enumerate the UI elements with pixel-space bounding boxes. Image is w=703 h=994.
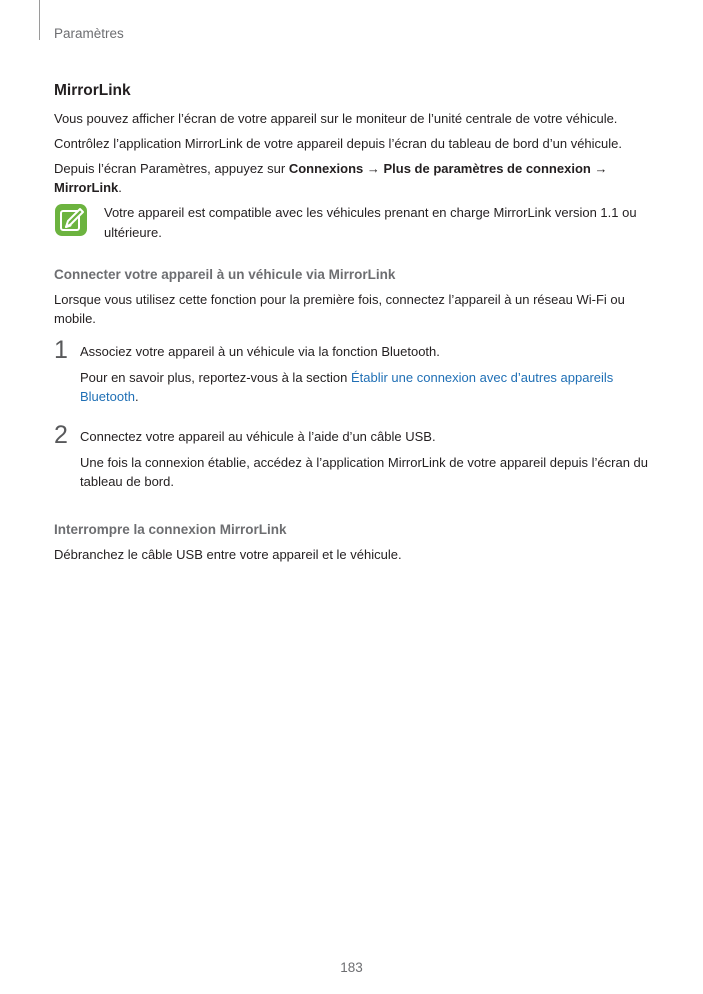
note-box: [54, 203, 654, 243]
step-body: [80, 427, 654, 498]
intro-paragraph-1: Vous pouvez afficher l’écran de votre appareil sur le moniteur de l’unité centrale de votre véhicule.: [54, 111, 618, 126]
step-1: [54, 336, 654, 413]
disconnect-text: Débranchez le câble USB entre votre appareil et le véhicule.: [54, 547, 402, 562]
settings-path-suffix: .: [118, 180, 122, 195]
step-detail: Une fois la connexion établie, accédez à l’application MirrorLink de votre appareil depuis l’écran du tableau de bord.: [80, 455, 648, 489]
step-2: [54, 421, 654, 498]
step-number: 2: [54, 421, 68, 449]
settings-path-more: Plus de paramètres de connexion: [383, 161, 591, 176]
header-title: Paramètres: [54, 26, 124, 41]
note-pencil-icon: [54, 203, 88, 237]
header-rule: [39, 0, 40, 40]
settings-path-arrow-2: →: [590, 161, 608, 176]
settings-path: [54, 159, 654, 197]
disconnect-title: Interrompre la connexion MirrorLink: [54, 522, 287, 537]
step-detail-prefix: Pour en savoir plus, reportez-vous à la section: [80, 370, 351, 385]
step-text: Associez votre appareil à un véhicule via la fonction Bluetooth.: [80, 344, 440, 359]
connect-title: Connecter votre appareil à un véhicule via MirrorLink: [54, 267, 396, 282]
step-body: [80, 342, 654, 413]
page-content: [54, 82, 654, 570]
intro-paragraph-2: Contrôlez l’application MirrorLink de votre appareil depuis l’écran du tableau de bord d’un véhicule.: [54, 136, 623, 151]
settings-path-arrow-1: →: [363, 161, 384, 176]
settings-path-connexions: Connexions: [288, 161, 364, 176]
settings-path-prefix: Depuis l’écran Paramètres, appuyez sur: [54, 161, 289, 176]
settings-path-mirrorlink: MirrorLink: [54, 180, 119, 195]
step-detail: [80, 368, 654, 406]
page-number: 183: [340, 960, 363, 975]
note-text: Votre appareil est compatible avec les véhicules prenant en charge MirrorLink version 1.1 ou ultérieure.: [104, 205, 637, 240]
connect-intro: Lorsque vous utilisez cette fonction pour la première fois, connectez l’appareil à un réseau Wi-Fi ou mobile.: [54, 292, 625, 326]
section-title: MirrorLink: [54, 82, 131, 99]
step-detail-suffix: .: [134, 389, 139, 404]
step-text: Connectez votre appareil au véhicule à l’aide d’un câble USB.: [80, 429, 436, 444]
bluetooth-section-link[interactable]: Établir une connexion avec d’autres appareils Bluetooth: [80, 370, 614, 404]
step-number: 1: [54, 336, 68, 364]
